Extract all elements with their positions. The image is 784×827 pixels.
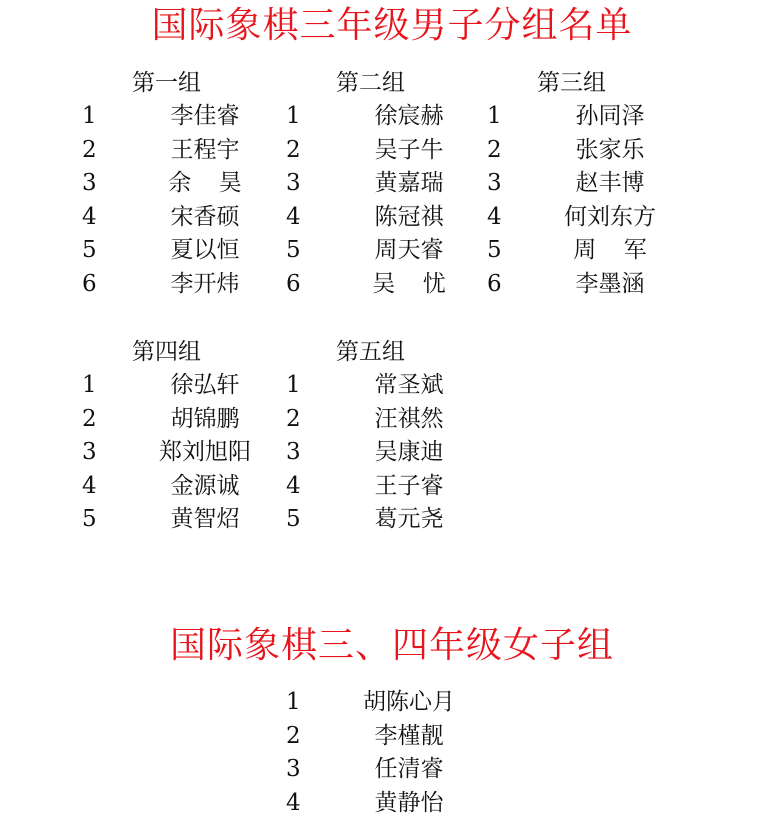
- player-name: 宋香硕: [170, 203, 240, 230]
- player-number: 6: [487, 271, 502, 297]
- player-number: 6: [82, 271, 97, 297]
- player-number: 4: [487, 203, 502, 230]
- group-title: 第一组: [132, 70, 201, 96]
- player-number: 2: [487, 136, 502, 163]
- player-number: 4: [286, 472, 301, 499]
- player-name: 吴康迪: [374, 439, 444, 466]
- player-number: 1: [82, 103, 97, 129]
- player-name: 徐弘轩: [170, 372, 240, 398]
- player-name: 夏以恒: [170, 237, 240, 264]
- group-title: 第二组: [336, 70, 405, 96]
- player-name: 孙同泽: [575, 103, 645, 129]
- player-number: 3: [286, 170, 301, 197]
- player-name: 张家乐: [575, 136, 645, 163]
- player-number: 1: [82, 372, 97, 398]
- player-name: 胡锦鹏: [170, 405, 240, 432]
- player-number: 4: [82, 472, 97, 499]
- player-name: 金源诚: [170, 472, 240, 499]
- player-name: 胡陈心月: [363, 689, 455, 715]
- player-name: 何刘东方: [564, 203, 656, 230]
- player-name: 李佳睿: [170, 103, 240, 129]
- player-name: 黄静怡: [374, 789, 444, 816]
- player-number: 3: [82, 170, 97, 197]
- player-name: 郑刘旭阳: [159, 439, 251, 466]
- player-number: 5: [286, 506, 301, 533]
- player-name: 吴子牛: [374, 136, 444, 163]
- player-number: 5: [82, 506, 97, 533]
- player-number: 3: [82, 439, 97, 466]
- player-number: 2: [286, 722, 301, 749]
- player-name: 赵丰博: [575, 170, 645, 197]
- player-number: 5: [286, 237, 301, 264]
- player-number: 3: [286, 756, 301, 783]
- player-number: 4: [286, 789, 301, 816]
- player-number: 1: [286, 689, 301, 715]
- player-name: 葛元尧: [374, 506, 444, 533]
- player-number: 4: [286, 203, 301, 230]
- player-name: 陈冠祺: [374, 203, 444, 230]
- player-number: 5: [82, 237, 97, 264]
- group-title: 第四组: [132, 339, 201, 365]
- player-name: 王程宇: [170, 136, 240, 163]
- player-name: 黄嘉瑞: [374, 170, 444, 197]
- player-name: 余昊: [168, 170, 270, 197]
- player-number: 2: [82, 405, 97, 432]
- player-name: 李开炜: [170, 271, 240, 297]
- player-number: 3: [286, 439, 301, 466]
- player-name: 王子睿: [374, 472, 444, 499]
- player-number: 2: [286, 405, 301, 432]
- player-number: 3: [487, 170, 502, 197]
- player-name: 李墨涵: [575, 271, 645, 297]
- player-name: 常圣斌: [374, 372, 444, 398]
- player-name: 任清睿: [374, 756, 444, 783]
- page-title: 国际象棋三年级男子分组名单: [151, 5, 633, 46]
- group-title: 第三组: [537, 70, 606, 96]
- player-number: 1: [286, 103, 301, 129]
- player-name: 周天睿: [374, 237, 444, 264]
- player-name: 汪祺然: [374, 405, 444, 432]
- player-name: 徐宸赫: [374, 103, 444, 129]
- player-name: 周军: [573, 237, 675, 264]
- player-number: 4: [82, 203, 97, 230]
- group-title: 第五组: [336, 339, 405, 365]
- player-number: 1: [487, 103, 502, 129]
- player-name: 吴忧: [372, 271, 474, 297]
- player-name: 黄智炤: [170, 506, 240, 533]
- player-number: 5: [487, 237, 502, 264]
- player-number: 1: [286, 372, 301, 398]
- player-number: 2: [286, 136, 301, 163]
- player-number: 2: [82, 136, 97, 163]
- player-number: 6: [286, 271, 301, 297]
- girls-section-title: 国际象棋三、四年级女子组: [169, 625, 614, 666]
- player-name: 李槿靓: [374, 722, 444, 749]
